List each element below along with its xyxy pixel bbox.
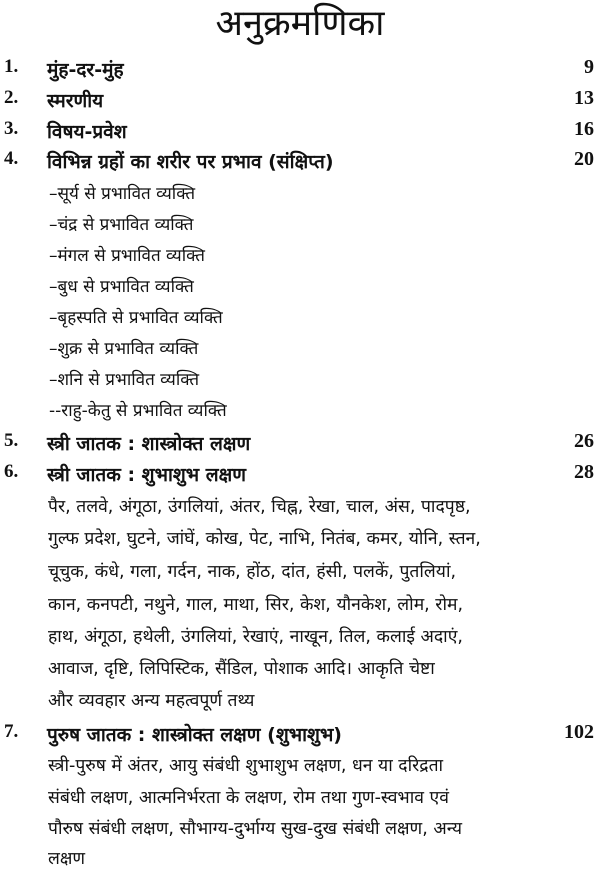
sub-item: –चंद्र से प्रभावित व्यक्ति: [49, 215, 194, 235]
entry-title: विभिन्न ग्रहों का शरीर पर प्रभाव (संक्षिप्त): [47, 151, 334, 173]
entry-description-line: चूचुक, कंधे, गला, गर्दन, नाक, होंठ, दांत, हंसी, पलकें, पुतलियां,: [48, 562, 457, 582]
entry-description-line: गुल्फ प्रदेश, घुटने, जांघें, कोख, पेट, नाभि, नितंब, कमर, योनि, स्तन,: [48, 529, 481, 549]
entry-number: 7.: [4, 721, 19, 742]
entry-description-line: पौरुष संबंधी लक्षण, सौभाग्य-दुर्भाग्य सुख-दुख संबंधी लक्षण, अन्य: [48, 819, 463, 839]
sub-item: –सूर्य से प्रभावित व्यक्ति: [49, 184, 196, 204]
entry-description-line: और व्यवहार अन्य महत्वपूर्ण तथ्य: [48, 691, 255, 711]
entry-description-line: संबंधी लक्षण, आत्मनिर्भरता के लक्षण, रोम तथा गुण-स्वभाव एवं: [48, 788, 449, 808]
entry-page: 9: [584, 56, 594, 78]
sub-item: –शुक्र से प्रभावित व्यक्ति: [49, 339, 199, 359]
entry-number: 1.: [4, 56, 19, 77]
entry-description-line: आवाज, दृष्टि, लिपिस्टिक, सैंडिल, पोशाक आदि। आकृति चेष्टा: [48, 659, 435, 679]
entry-number: 2.: [4, 87, 19, 108]
entry-title: पुरुष जातक : शास्त्रोक्त लक्षण (शुभाशुभ): [47, 724, 342, 746]
sub-item: --राहु-केतु से प्रभावित व्यक्ति: [49, 401, 227, 421]
entry-page: 16: [574, 118, 594, 140]
entry-title: मुंह-दर-मुंह: [47, 59, 124, 81]
entry-page: 20: [574, 148, 594, 170]
sub-item: –बुध से प्रभावित व्यक्ति: [49, 277, 194, 297]
sub-item: –मंगल से प्रभावित व्यक्ति: [49, 246, 205, 266]
entry-page: 26: [574, 430, 594, 452]
entry-description-line: पैर, तलवे, अंगूठा, उंगलियां, अंतर, चिह्न, रेखा, चाल, अंस, पादपृष्ठ,: [48, 497, 471, 517]
entry-number: 3.: [4, 118, 19, 139]
entry-page: 13: [574, 87, 594, 109]
entry-page: 28: [574, 461, 594, 483]
entry-title: स्त्री जातक : शुभाशुभ लक्षण: [47, 464, 247, 486]
page-title: अनुक्रमणिका: [215, 3, 385, 44]
entry-page: 102: [564, 721, 594, 743]
entry-number: 6.: [4, 461, 19, 482]
entry-title: स्मरणीय: [47, 90, 104, 112]
entry-title: स्त्री जातक : शास्त्रोक्त लक्षण: [47, 433, 251, 455]
entry-description-line: कान, कनपटी, नथुने, गाल, माथा, सिर, केश, यौनकेश, लोम, रोम,: [48, 595, 464, 615]
entry-description-line: हाथ, अंगूठा, हथेली, उंगलियां, रेखाएं, नाखून, तिल, कलाई अदाएं,: [48, 627, 463, 647]
sub-item: –बृहस्पति से प्रभावित व्यक्ति: [49, 308, 223, 328]
entry-title: विषय-प्रवेश: [47, 121, 127, 143]
entry-description-line: लक्षण: [48, 849, 86, 869]
entry-number: 4.: [4, 148, 19, 169]
entry-description-line: स्त्री-पुरुष में अंतर, आयु संबंधी शुभाशुभ लक्षण, धन या दरिद्रता: [48, 756, 444, 776]
sub-item: –शनि से प्रभावित व्यक्ति: [49, 370, 200, 390]
entry-number: 5.: [4, 430, 19, 451]
